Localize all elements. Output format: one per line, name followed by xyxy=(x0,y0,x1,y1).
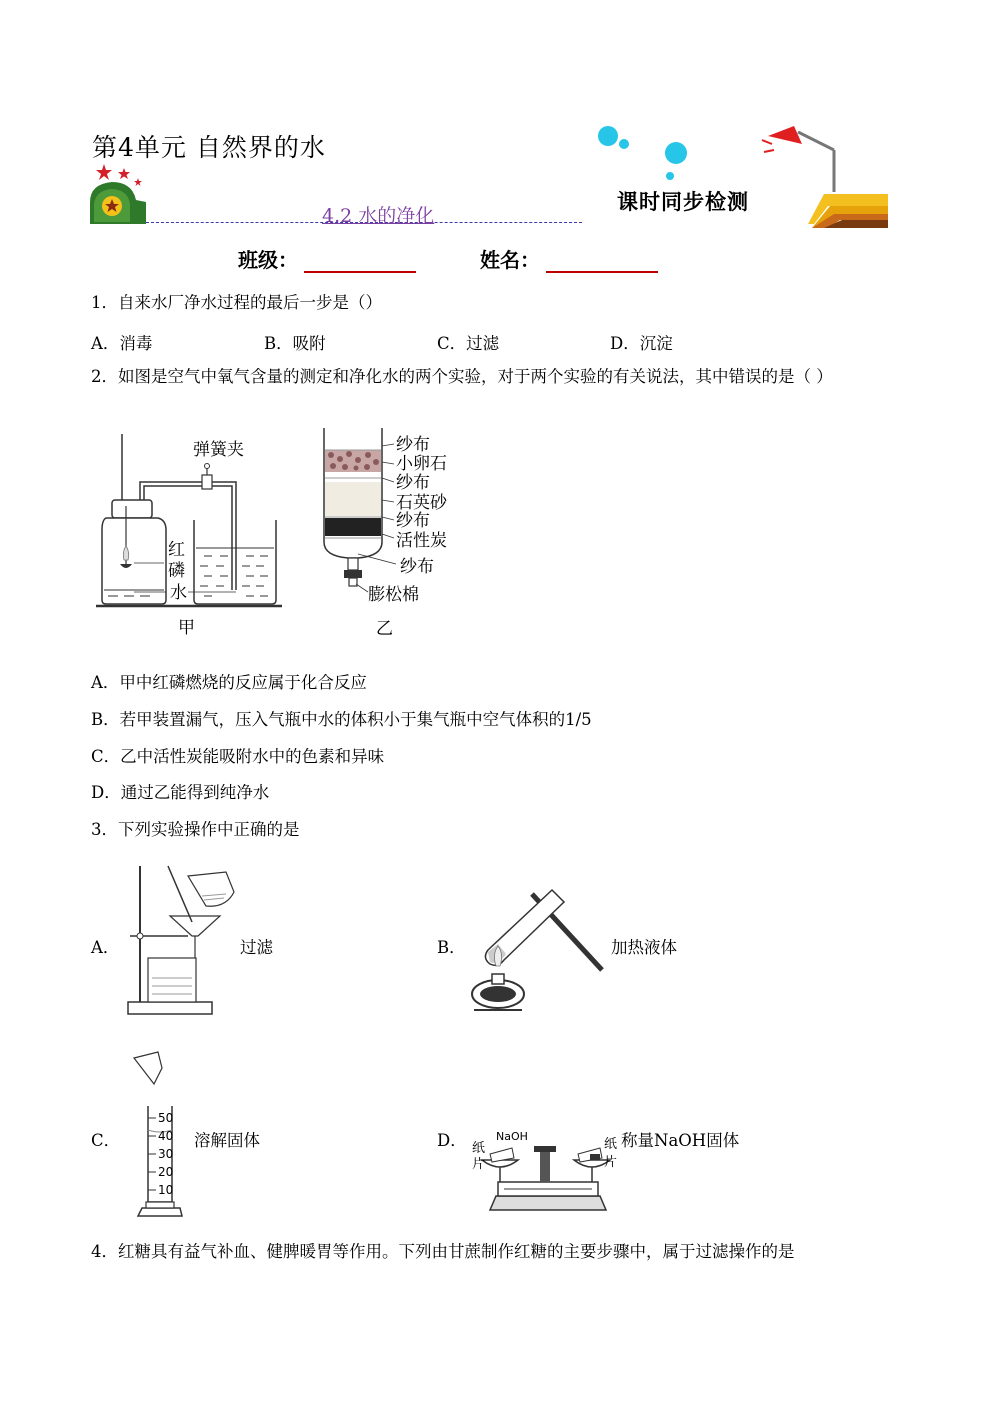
q3-stem: 3．下列实验操作中正确的是 xyxy=(91,820,300,839)
q3-option-d-label: 称量NaOH固体 xyxy=(621,1131,740,1150)
filter-layer-2: 小卵石 xyxy=(396,454,447,474)
naoh-label: NaOH xyxy=(496,1130,528,1143)
filter-layer-8: 膨松棉 xyxy=(368,585,419,605)
filter-layer-4: 石英砂 xyxy=(396,493,447,513)
unit-title: 第4单元 自然界的水 xyxy=(92,133,326,162)
filter-layer-1: 纱布 xyxy=(396,435,430,455)
filter-layer-6: 活性炭 xyxy=(396,531,447,551)
water-label: 水 xyxy=(170,583,187,603)
paper-label-left-1: 纸 xyxy=(472,1141,486,1156)
name-blank[interactable] xyxy=(546,249,658,273)
q1-option-c[interactable]: C．过滤 xyxy=(437,334,500,353)
filter-layer-7: 纱布 xyxy=(400,557,434,577)
q3-option-c-label: 溶解固体 xyxy=(194,1131,260,1150)
cylinder-tick-20: 20 xyxy=(158,1165,174,1179)
section-title: 4.2 水的净化 xyxy=(322,205,435,227)
q3-option-d-letter[interactable]: D． xyxy=(437,1131,467,1150)
oxygen-experiment-figure xyxy=(96,430,286,645)
clamp-label: 弹簧夹 xyxy=(193,440,244,460)
class-field[interactable] xyxy=(238,244,416,273)
cylinder-tick-50: 50 xyxy=(158,1111,174,1125)
cylinder-tick-40: 40 xyxy=(158,1129,174,1143)
graduated-cylinder-icon xyxy=(128,1048,192,1220)
class-blank[interactable] xyxy=(304,249,416,273)
q2-option-b[interactable]: B．若甲装置漏气，压入气瓶中水的体积小于集气瓶中空气体积的1/5 xyxy=(91,710,592,729)
filtration-apparatus-icon xyxy=(122,862,240,1022)
figure-yi-caption: 乙 xyxy=(376,619,393,639)
paper-label-right-1: 纸 xyxy=(604,1137,618,1152)
q2-option-a[interactable]: A．甲中红磷燃烧的反应属于化合反应 xyxy=(91,673,367,692)
q2-option-c[interactable]: C．乙中活性炭能吸附水中的色素和异味 xyxy=(91,747,385,766)
star-badge-icon xyxy=(88,162,152,226)
filter-layer-5: 纱布 xyxy=(396,511,430,531)
figure-jia-caption: 甲 xyxy=(178,618,195,638)
name-field[interactable] xyxy=(480,244,658,273)
banner-label: 课时同步检测 xyxy=(617,189,749,214)
q4-stem: 4．红糖具有益气补血、健脾暖胃等作用。下列由甘蔗制作红糖的主要步骤中，属于过滤操作的是 xyxy=(91,1242,795,1261)
phosphorus-label-2: 磷 xyxy=(168,561,185,581)
q1-stem: 1．自来水厂净水过程的最后一步是（） xyxy=(91,293,382,312)
q3-option-a-label: 过滤 xyxy=(240,938,273,957)
q2-option-d[interactable]: D．通过乙能得到纯净水 xyxy=(91,783,270,802)
q1-option-b[interactable]: B．吸附 xyxy=(264,334,326,353)
q2-stem: 2．如图是空气中氧气含量的测定和净化水的两个实验，对于两个实验的有关说法，其中错误的是（ ） xyxy=(91,367,833,386)
phosphorus-label-1: 红 xyxy=(168,540,185,560)
paper-label-right-2: 片 xyxy=(604,1155,618,1170)
balance-scale-icon xyxy=(470,1124,622,1220)
q3-option-b-letter[interactable]: B． xyxy=(437,938,466,957)
q3-option-b-label: 加热液体 xyxy=(611,938,677,957)
q3-option-c-letter[interactable]: C． xyxy=(91,1131,121,1150)
q3-option-a-letter[interactable]: A． xyxy=(91,938,120,957)
q1-option-a[interactable]: A．消毒 xyxy=(91,334,153,353)
water-filter-figure xyxy=(318,424,458,642)
filter-layer-3: 纱布 xyxy=(396,473,430,493)
cylinder-tick-30: 30 xyxy=(158,1147,174,1161)
q1-option-d[interactable]: D．沉淀 xyxy=(610,334,673,353)
paper-label-left-2: 片 xyxy=(472,1157,486,1172)
cylinder-tick-10: 10 xyxy=(158,1183,174,1197)
name-label: 姓名： xyxy=(480,248,540,272)
heating-liquid-icon xyxy=(466,884,608,1020)
class-label: 班级： xyxy=(238,248,298,272)
